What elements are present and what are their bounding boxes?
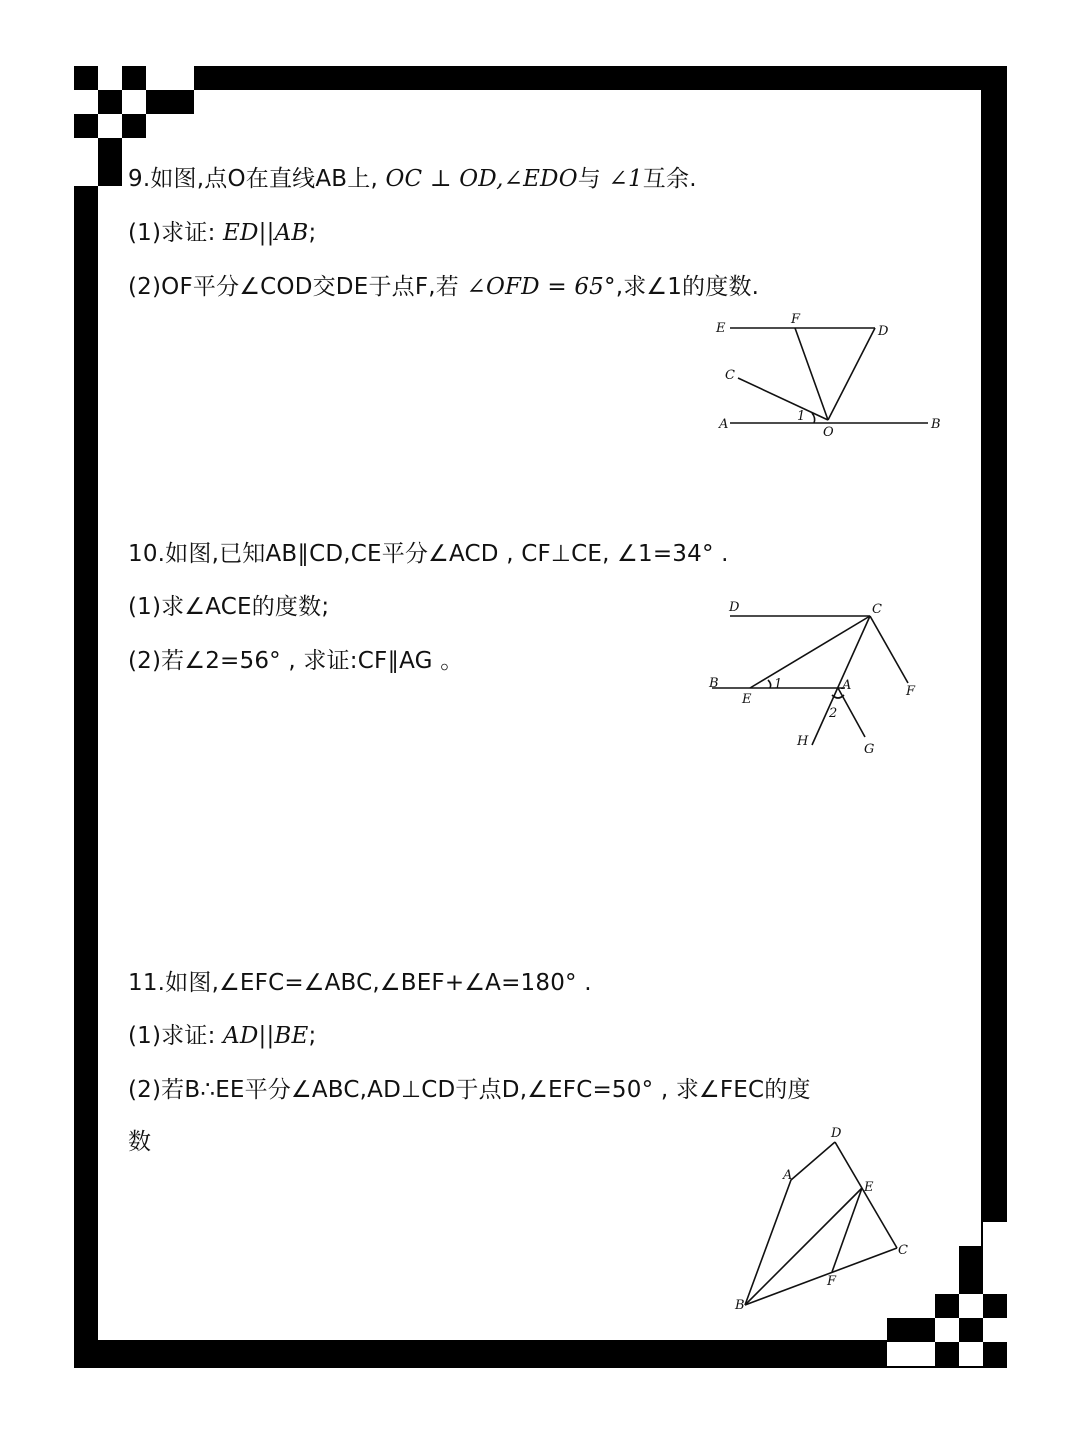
q10-label-H: H (797, 734, 809, 749)
q10-part2: (2)若∠2=56° , 求证:CF∥AG 。 (128, 648, 464, 674)
q9-label-1: 1 (797, 409, 806, 424)
q10-figure (700, 595, 930, 765)
q10-label-C: C (872, 602, 882, 617)
q10-line-AG (838, 688, 865, 737)
q11-part2-line1: (2)若B∴EE平分∠ABC,AD⊥CD于点D,∠EFC=50° , 求∠FEC的度 (128, 1077, 811, 1103)
q11-label-F: F (827, 1274, 837, 1289)
q10-label-B: B (709, 676, 719, 691)
q11-label-D: D (831, 1126, 842, 1141)
q10-label-A: A (842, 678, 852, 693)
q9-angle1-arc (812, 413, 815, 423)
q11-part1-math: AD||BE (223, 1023, 309, 1049)
q9-label-F: F (791, 312, 801, 327)
q9-stem-math: OC ⊥ OD,∠EDO (385, 166, 578, 192)
q11-part1-suffix: ; (308, 1023, 317, 1049)
q10-line-CE (750, 616, 870, 688)
q9-label-O: O (823, 425, 834, 440)
q10-label-1: 1 (774, 677, 783, 692)
q11-label-A: A (783, 1168, 793, 1183)
q11-line-DC (835, 1142, 897, 1248)
q11-figure (720, 1120, 920, 1320)
q9-part1-math: ED||AB (223, 220, 309, 246)
q10-label-D: D (729, 600, 740, 615)
q9-stem-mid: 与 (577, 166, 609, 192)
q10-label-E: E (742, 692, 752, 707)
q9-part2 (128, 272, 759, 302)
q10-stem: 10.如图,已知AB∥CD,CE平分∠ACD , CF⊥CE, ∠1=34° . (128, 541, 729, 567)
q9-part1-suffix: ; (308, 220, 317, 246)
q9-stem-text: 9.如图,点O在直线AB上, (128, 166, 386, 192)
q9-figure (700, 300, 960, 450)
q10-part1: (1)求∠ACE的度数; (128, 594, 330, 620)
q11-label-B: B (735, 1298, 745, 1313)
q9-part1 (128, 218, 316, 248)
q10-label-F: F (906, 684, 916, 699)
q11-label-C: C (898, 1243, 908, 1258)
q9-part2-suffix: ,求∠1的度数. (615, 274, 760, 300)
q10-label-G: G (864, 742, 875, 757)
q10-angle1-arc (768, 680, 771, 688)
q11-part1-text: (1)求证: (128, 1023, 224, 1049)
q11-stem: 11.如图,∠EFC=∠ABC,∠BEF+∠A=180° . (128, 970, 592, 996)
q9-stem-suffix: 互余. (642, 166, 697, 192)
q10-line-CH (812, 616, 870, 745)
q11-line-BE (745, 1188, 862, 1305)
q11-line-DAB (745, 1142, 835, 1305)
q9-part2-text: (2)OF平分∠COD交DE于点F,若 (128, 274, 467, 300)
q10-label-2: 2 (829, 706, 838, 721)
q11-label-E: E (864, 1180, 874, 1195)
q9-label-C: C (725, 368, 735, 383)
q9-label-E: E (716, 321, 726, 336)
q11-part2-line2: 数 (128, 1129, 152, 1155)
q9-label-D: D (878, 324, 889, 339)
q9-label-B: B (931, 417, 941, 432)
q11-line-EF (832, 1188, 862, 1272)
q9-part1-text: (1)求证: (128, 220, 224, 246)
q10-line-CF (870, 616, 908, 683)
q9-stem-math2: ∠1 (608, 166, 643, 192)
q9-part2-math: ∠OFD = 65° (466, 274, 616, 300)
q11-part1 (128, 1021, 316, 1051)
q9-line-OD (828, 328, 875, 420)
q11-line-BC (745, 1248, 897, 1305)
q9-stem (128, 164, 697, 194)
q9-label-A: A (719, 417, 729, 432)
